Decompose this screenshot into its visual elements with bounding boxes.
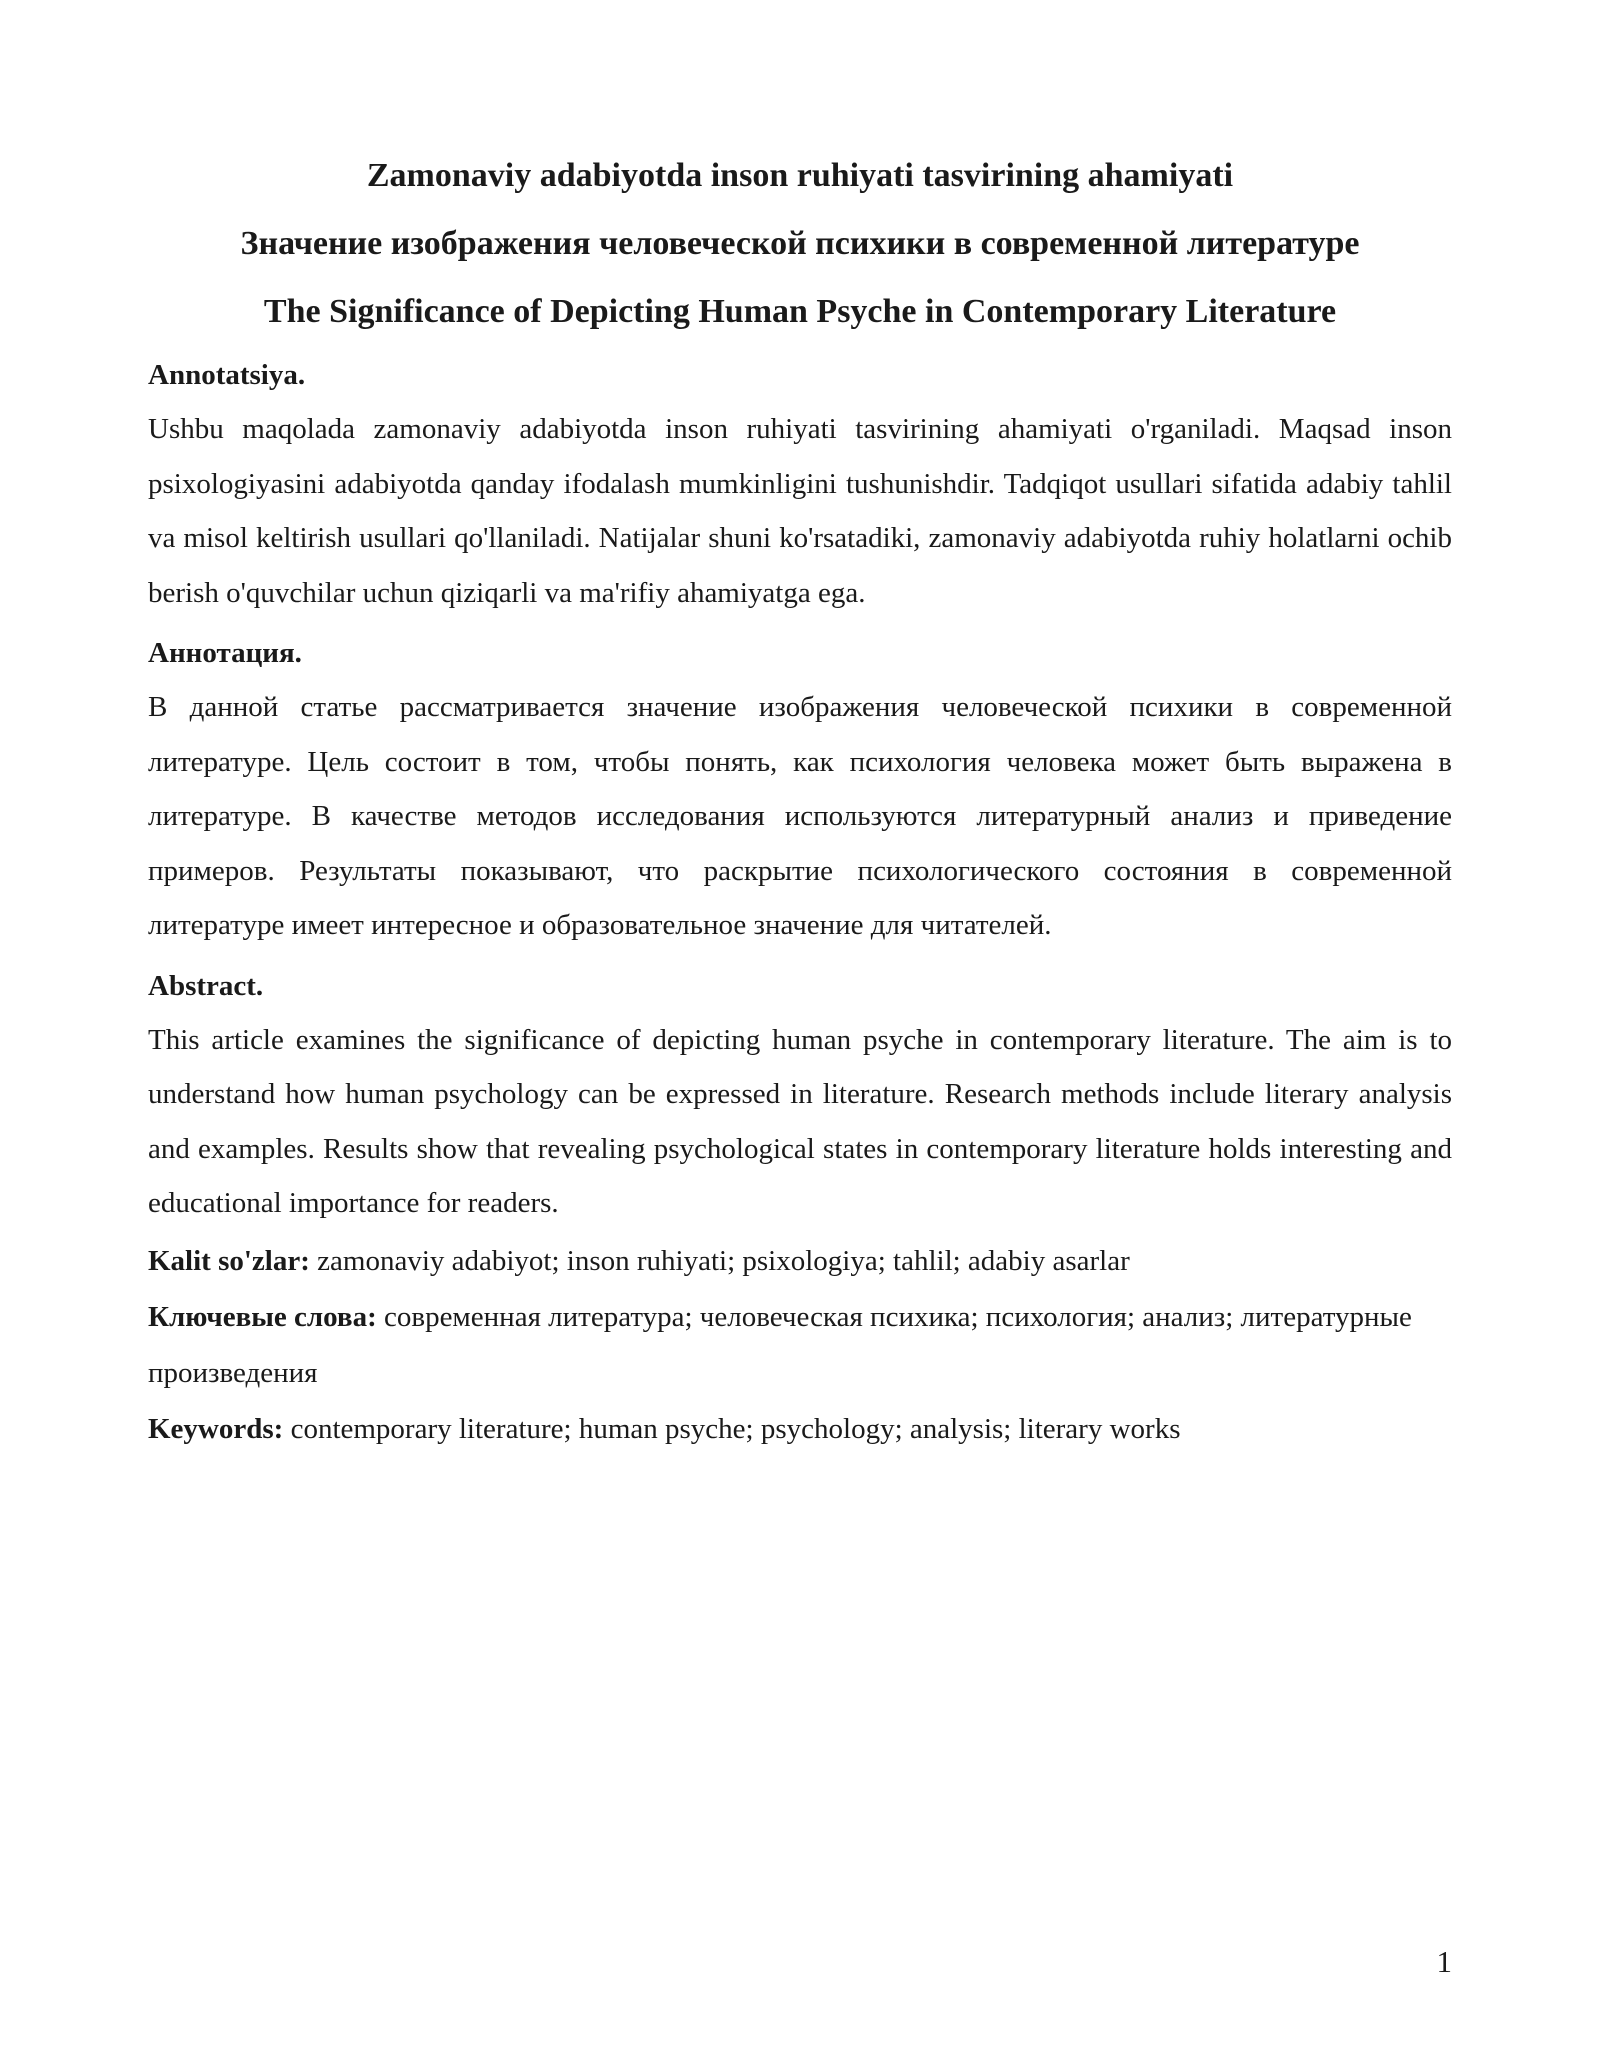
abstract-uzbek-heading: Annotatsiya. (148, 359, 306, 391)
title-english: The Significance of Depicting Human Psyche in Contemporary Literature (263, 293, 1337, 330)
keywords-english-text: contemporary literature; human psyche; psychology; analysis; literary works (283, 1412, 1181, 1445)
title-uzbek: Zamonaviy adabiyotda inson ruhiyati tasvirining ahamiyati (366, 157, 1234, 194)
abstract-uzbek (148, 348, 1452, 620)
keywords-english-label: Keywords: (148, 1412, 284, 1445)
abstract-russian (148, 626, 1452, 953)
keywords-russian (148, 1289, 1452, 1401)
abstract-russian-heading: Аннотация. (148, 637, 302, 669)
title-russian: Значение изображения человеческой психики в современной литературе (240, 225, 1360, 262)
abstract-uzbek-text: Ushbu maqolada zamonaviy adabiyotda inson ruhiyati tasvirining ahamiyati o'rganiladi. Maqsad inson psixologiyasini adabiyotda qanday ifodalash mumkinligini tushunishdir. Tadqiqot usullari sifatida adabiy tahlil va misol keltirish usullari qo'llaniladi. Natijalar shuni ko'rsatadiki, zamonaviy adabiyotda ruhiy holatlarni ochib berish o'quvchilar uchun qiziqarli va ma'rifiy ahamiyatga ega. (148, 413, 1452, 609)
keywords-english (148, 1401, 1452, 1457)
abstract-english-heading: Abstract. (148, 969, 264, 1002)
keywords-uzbek-text: zamonaviy adabiyot; inson ruhiyati; psixologiya; tahlil; adabiy asarlar (309, 1244, 1130, 1277)
title-block (148, 142, 1452, 346)
page-number: 1 (1436, 1944, 1452, 1979)
abstract-english-text: This article examines the significance of depicting human psyche in contemporary literature. The aim is to understand how human psychology can be expressed in literature. Research methods include literary analysis and examples. Results show that revealing psychological states in contemporary literature holds interesting and educational importance for readers. (148, 1023, 1452, 1219)
keywords-uzbek (148, 1233, 1452, 1289)
abstract-content (148, 348, 1452, 1457)
keywords-block (148, 1233, 1452, 1457)
keywords-uzbek-label: Kalit so'zlar: (148, 1244, 310, 1277)
abstract-russian-text: В данной статье рассматривается значение изображения человеческой психики в современной литературе. Цель состоит в том, чтобы понять, как психология человека может быть выражена в литературе. В качестве методов исследования используются литературный анализ и приведение примеров. Результаты показывают, что раскрытие психологического состояния в современной литературе имеет интересное и образовательное значение для читателей. (148, 691, 1452, 941)
keywords-russian-label: Ключевые слова: (148, 1300, 377, 1333)
abstract-english (148, 959, 1452, 1231)
keywords-russian-text: современная литература; человеческая психика; психология; анализ; литературные произведения (148, 1300, 1412, 1389)
